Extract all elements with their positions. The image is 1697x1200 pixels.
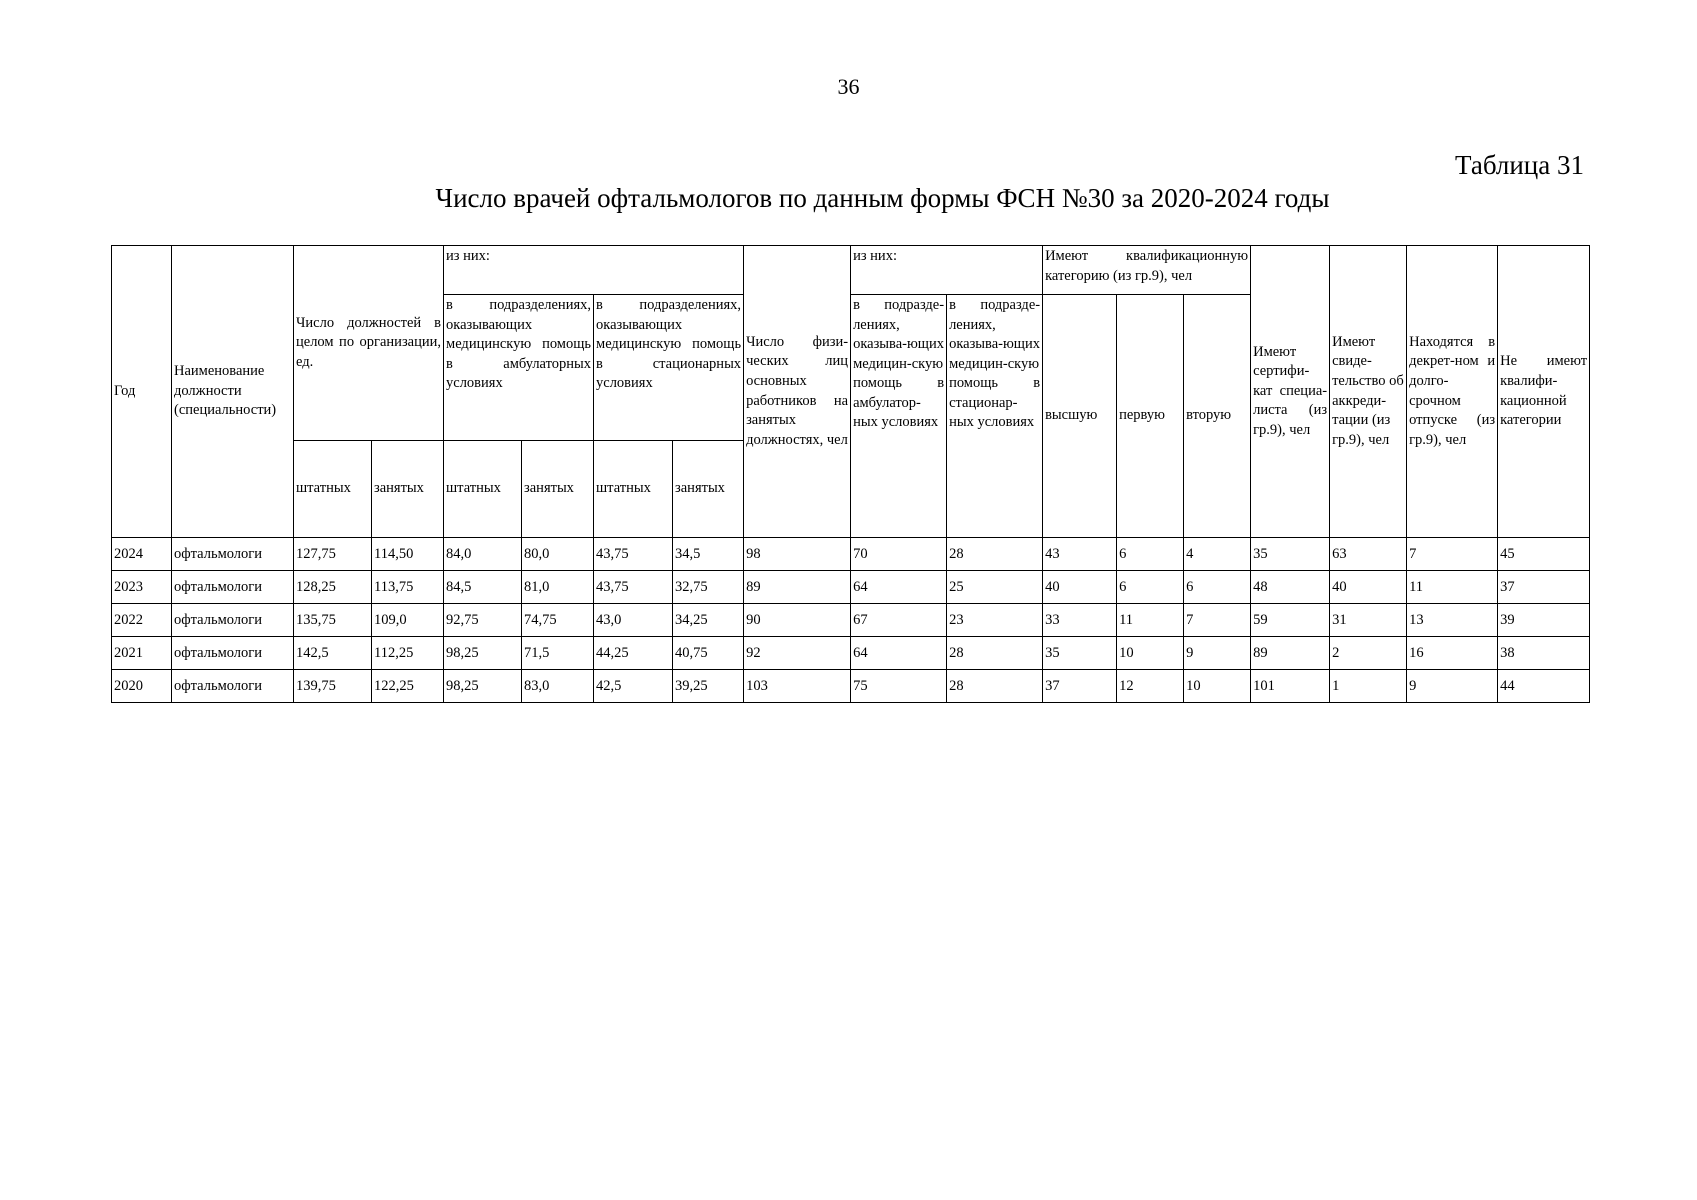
cell-certificate: 35: [1251, 538, 1330, 571]
cell-persons-stat: 28: [947, 538, 1043, 571]
cell-total-occupied: 114,50: [372, 538, 444, 571]
header-stationary: в подразделениях, оказывающих медицинскую помощь в стационарных условиях: [594, 295, 744, 441]
cell-stat-occupied: 39,25: [673, 670, 744, 703]
cell-persons: 89: [744, 571, 851, 604]
header-stat-occupied: занятых: [673, 441, 744, 538]
table-row: [112, 571, 1590, 604]
cell-stat-staff: 43,75: [594, 538, 673, 571]
cell-no-category: 44: [1498, 670, 1590, 703]
header-total-staff: штатных: [294, 441, 372, 538]
header-certificate: Имеют сертифи-кат специа-листа (из гр.9), чел: [1251, 246, 1330, 538]
cell-certificate: 101: [1251, 670, 1330, 703]
cell-year: 2021: [112, 637, 172, 670]
header-accreditation: Имеют свиде-тельство об аккреди-тации (из гр.9), чел: [1330, 246, 1407, 538]
cell-amb-staff: 92,75: [444, 604, 522, 637]
cell-leave: 11: [1407, 571, 1498, 604]
cell-amb-occupied: 83,0: [522, 670, 594, 703]
cell-stat-staff: 43,75: [594, 571, 673, 604]
cell-name: офтальмологи: [172, 604, 294, 637]
header-leave: Находятся в декрет-ном и долго-срочном отпуске (из гр.9), чел: [1407, 246, 1498, 538]
header-first-category: первую: [1117, 295, 1184, 538]
cell-stat-occupied: 32,75: [673, 571, 744, 604]
cell-persons-amb: 75: [851, 670, 947, 703]
cell-leave: 16: [1407, 637, 1498, 670]
header-of-them-positions: из них:: [444, 246, 744, 295]
cell-total-occupied: 122,25: [372, 670, 444, 703]
cell-no-category: 39: [1498, 604, 1590, 637]
cell-amb-occupied: 71,5: [522, 637, 594, 670]
cell-year: 2020: [112, 670, 172, 703]
cell-second: 4: [1184, 538, 1251, 571]
cell-amb-occupied: 74,75: [522, 604, 594, 637]
cell-leave: 13: [1407, 604, 1498, 637]
cell-year: 2023: [112, 571, 172, 604]
cell-total-staff: 139,75: [294, 670, 372, 703]
cell-highest: 43: [1043, 538, 1117, 571]
ophthalmologists-table: [111, 245, 1590, 703]
cell-persons-stat: 28: [947, 637, 1043, 670]
cell-total-staff: 135,75: [294, 604, 372, 637]
cell-leave: 7: [1407, 538, 1498, 571]
cell-persons-stat: 23: [947, 604, 1043, 637]
cell-amb-staff: 84,5: [444, 571, 522, 604]
cell-name: офтальмологи: [172, 670, 294, 703]
page-number: 36: [837, 74, 860, 99]
cell-persons: 98: [744, 538, 851, 571]
cell-stat-staff: 44,25: [594, 637, 673, 670]
cell-second: 10: [1184, 670, 1251, 703]
header-of-them-persons: из них:: [851, 246, 1043, 295]
document-title: Число врачей офтальмологов по данным формы ФСН №30 за 2020-2024 годы: [435, 183, 1330, 213]
cell-total-staff: 127,75: [294, 538, 372, 571]
cell-highest: 37: [1043, 670, 1117, 703]
cell-year: 2024: [112, 538, 172, 571]
cell-first: 6: [1117, 571, 1184, 604]
table-row: [112, 637, 1590, 670]
cell-highest: 33: [1043, 604, 1117, 637]
header-highest-category: высшую: [1043, 295, 1117, 538]
cell-amb-occupied: 81,0: [522, 571, 594, 604]
cell-first: 12: [1117, 670, 1184, 703]
header-qualification: Имеют квалификационную категорию (из гр.9), чел: [1043, 246, 1251, 295]
header-amb-occupied: занятых: [522, 441, 594, 538]
header-second-category: вторую: [1184, 295, 1251, 538]
cell-accreditation: 40: [1330, 571, 1407, 604]
cell-first: 10: [1117, 637, 1184, 670]
cell-certificate: 59: [1251, 604, 1330, 637]
cell-stat-staff: 42,5: [594, 670, 673, 703]
header-total-occupied: занятых: [372, 441, 444, 538]
header-no-category: Не имеют квалифи-кационной категории: [1498, 246, 1590, 538]
cell-name: офтальмологи: [172, 637, 294, 670]
cell-accreditation: 31: [1330, 604, 1407, 637]
cell-second: 6: [1184, 571, 1251, 604]
table-row: [112, 670, 1590, 703]
header-amb-staff: штатных: [444, 441, 522, 538]
cell-persons: 90: [744, 604, 851, 637]
cell-amb-staff: 98,25: [444, 670, 522, 703]
cell-total-occupied: 109,0: [372, 604, 444, 637]
cell-accreditation: 63: [1330, 538, 1407, 571]
cell-stat-occupied: 34,25: [673, 604, 744, 637]
cell-persons-stat: 25: [947, 571, 1043, 604]
cell-second: 7: [1184, 604, 1251, 637]
header-persons-stationary: в подразде-лениях, оказыва-ющих медицин-скую помощь в стационар-ных условиях: [947, 295, 1043, 538]
table-row: [112, 604, 1590, 637]
cell-persons-amb: 64: [851, 637, 947, 670]
cell-persons-amb: 70: [851, 538, 947, 571]
table-label: Таблица 31: [1455, 150, 1584, 180]
cell-first: 6: [1117, 538, 1184, 571]
cell-total-occupied: 113,75: [372, 571, 444, 604]
cell-no-category: 38: [1498, 637, 1590, 670]
cell-total-staff: 142,5: [294, 637, 372, 670]
cell-amb-staff: 98,25: [444, 637, 522, 670]
cell-persons-amb: 64: [851, 571, 947, 604]
cell-year: 2022: [112, 604, 172, 637]
header-year: Год: [112, 246, 172, 538]
table-body: [112, 538, 1590, 703]
cell-certificate: 89: [1251, 637, 1330, 670]
cell-highest: 40: [1043, 571, 1117, 604]
cell-no-category: 37: [1498, 571, 1590, 604]
table-header: [112, 246, 1590, 538]
cell-highest: 35: [1043, 637, 1117, 670]
header-persons-ambulatory: в подразде-лениях, оказыва-ющих медицин-скую помощь в амбулатор-ных условиях: [851, 295, 947, 538]
cell-leave: 9: [1407, 670, 1498, 703]
cell-total-staff: 128,25: [294, 571, 372, 604]
cell-accreditation: 2: [1330, 637, 1407, 670]
header-positions-total: Число должностей в целом по организации, ед.: [294, 246, 444, 441]
cell-total-occupied: 112,25: [372, 637, 444, 670]
cell-second: 9: [1184, 637, 1251, 670]
cell-persons: 103: [744, 670, 851, 703]
cell-stat-occupied: 34,5: [673, 538, 744, 571]
cell-amb-staff: 84,0: [444, 538, 522, 571]
cell-accreditation: 1: [1330, 670, 1407, 703]
cell-persons-amb: 67: [851, 604, 947, 637]
cell-stat-occupied: 40,75: [673, 637, 744, 670]
table-row: [112, 538, 1590, 571]
header-stat-staff: штатных: [594, 441, 673, 538]
cell-first: 11: [1117, 604, 1184, 637]
cell-persons: 92: [744, 637, 851, 670]
cell-no-category: 45: [1498, 538, 1590, 571]
header-ambulatory: в подразделениях, оказывающих медицинскую помощь в амбулаторных условиях: [444, 295, 594, 441]
cell-name: офтальмологи: [172, 571, 294, 604]
cell-name: офтальмологи: [172, 538, 294, 571]
header-position-name: Наименование должности (специальности): [172, 246, 294, 538]
cell-persons-stat: 28: [947, 670, 1043, 703]
cell-stat-staff: 43,0: [594, 604, 673, 637]
header-physical-persons: Число физи-ческих лиц основных работников на занятых должностях, чел: [744, 246, 851, 538]
cell-amb-occupied: 80,0: [522, 538, 594, 571]
cell-certificate: 48: [1251, 571, 1330, 604]
